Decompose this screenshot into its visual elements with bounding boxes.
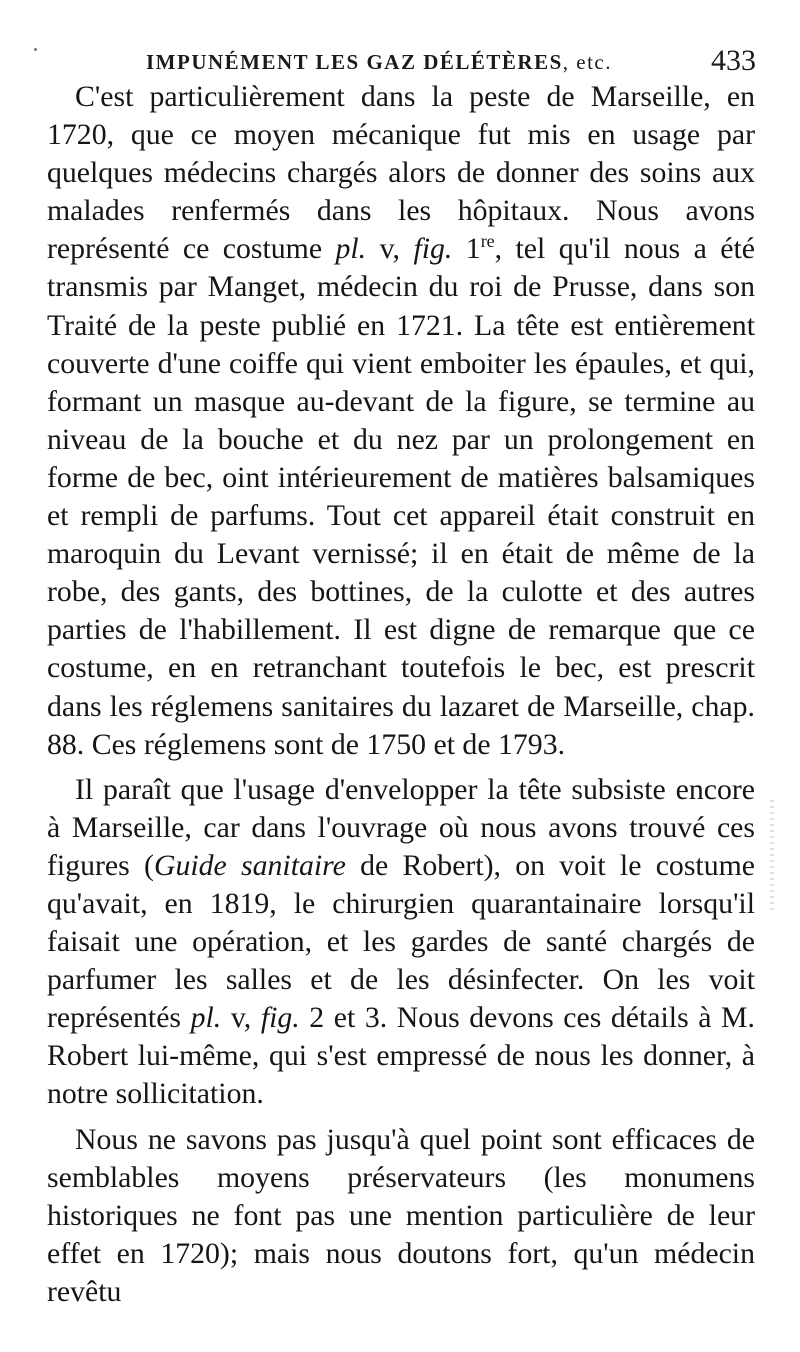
italic-text: fig.: [413, 232, 453, 266]
scan-edge-mark: [770, 800, 774, 910]
text-run: v,: [366, 232, 414, 266]
italic-text: pl.: [335, 232, 367, 266]
running-head-suffix: , etc.: [562, 50, 613, 74]
italic-text: fig.: [260, 1001, 300, 1035]
text-run: de Robert), on voit le costume qu'avait, en 1819, le chirurgien quarantainaire lorsqu'il faisait une opération, et les gardes de santé chargés de parfumer les salles et de les désinfecter. On les voit représentés: [47, 848, 755, 1035]
paragraph: [47, 78, 755, 764]
text-run: Il paraît que l'usage d'envelopper la tête subsiste encore à Marseille, car dans l'ouvrage où nous avons trouvé ces figures (: [47, 772, 755, 882]
page-header: [48, 40, 760, 80]
text-run: 1: [452, 232, 481, 266]
italic-text: pl.: [190, 1001, 222, 1035]
body-text: [47, 78, 755, 1311]
page-number: 433: [711, 44, 756, 77]
paragraph: [47, 1121, 755, 1311]
text-run: Nous ne savons pas jusqu'à quel point sont efficaces de semblables moyens préservateurs (les monumens historiques ne font pas une mention particulière de leur effet en 1720); mais nous doutons fort, qu'un médecin revêtu: [47, 1122, 755, 1308]
superscript-text: re: [480, 231, 495, 252]
running-head: [146, 50, 612, 75]
text-run: C'est particulièrement dans la peste de Marseille, en 1720, que ce moyen mécanique fut mis en usage par quelques médecins chargés alors de donner des soins aux malades renfermés dans les hôpitaux. Nous avons représenté ce costume: [47, 80, 755, 266]
print-speck: [34, 48, 37, 51]
text-run: 2 et 3. Nous devons ces détails à M. Robert lui-même, qui s'est empressé de nous les donner, à notre sollicitation.: [47, 1001, 755, 1111]
text-run: , tel qu'il nous a été transmis par Manget, médecin du roi de Prusse, dans son Traité de la peste publié en 1721. La tête est entièrement couverte d'une coiffe qui vient emboiter les épaules, et qui, formant un masque au-devant de la figure, se termine au niveau de la bouche et du nez par un prolongement en forme de bec, oint intérieurement de matières balsamiques et rempli de parfums. Tout cet appareil était construit en maroquin du Levant vernissé; il en était de même de la robe, des gants, des bottines, de la culotte et des autres parties de l'habillement. Il est digne de remarque que ce costume, en en retranchant toutefois le bec, est prescrit dans les réglemens sanitaires du lazaret de Marseille, chap. 88. Ces réglemens sont de 1750 et de 1793.: [47, 232, 755, 761]
paragraph: [47, 771, 755, 1114]
running-head-title: IMPUNÉMENT LES GAZ DÉLÉTÈRES: [146, 50, 563, 74]
text-run: v,: [221, 1001, 261, 1035]
italic-text: Guide sanitaire: [153, 848, 346, 882]
